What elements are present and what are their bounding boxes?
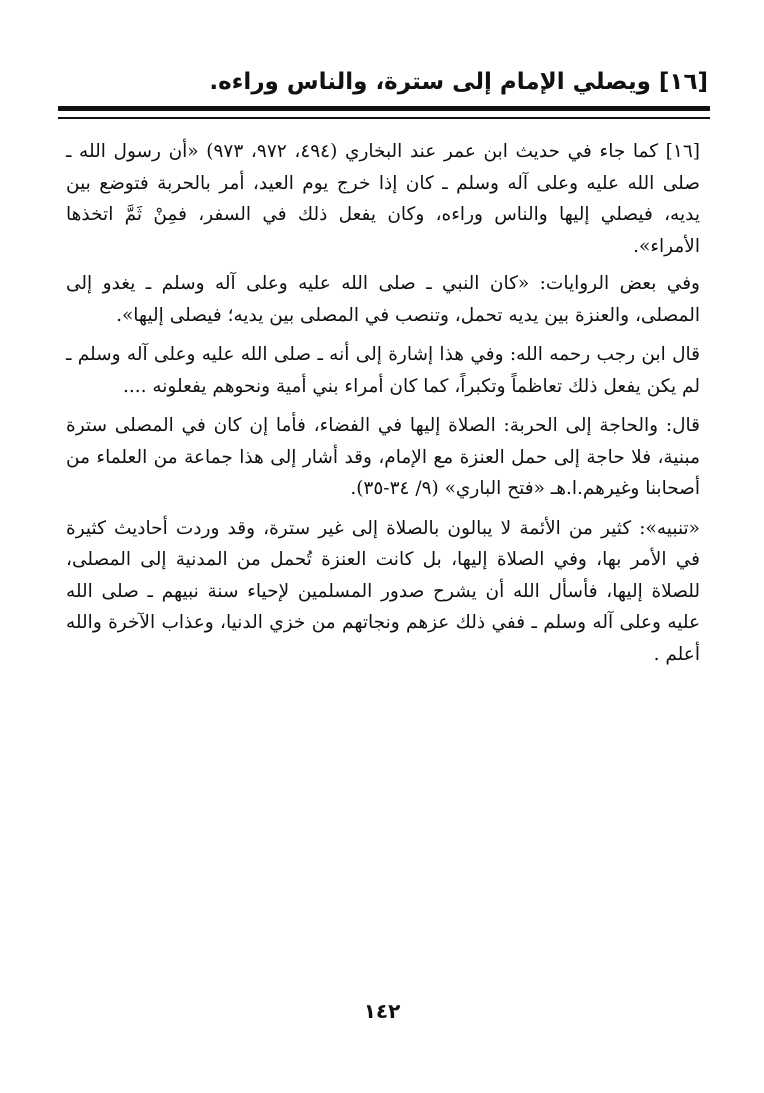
page-number: ١٤٢ <box>363 999 401 1023</box>
paragraph-notice: «تنبيه»: كثير من الأئمة لا يبالون بالصلاة إلى غير سترة، وقد وردت أحاديث كثيرة في الأمر بها، وفي الصلاة إليها، بل كانت العنزة تُحمل من المدنية إلى المصلى، للصلاة إليها، فأسأل الله أن يشرح صدور المسلمين لإحياء سنة نبيهم ـ صلى الله عليه وعلى آله وسلم ـ ففي ذلك عزهم ونجاتهم من خزي الدنيا، وعذاب الآخرة والله أعلم . <box>66 517 700 665</box>
header-rule-thin <box>58 117 710 119</box>
paragraph-ibn-rajab: قال ابن رجب رحمه الله: وفي هذا إشارة إلى أنه ـ صلى الله عليه وعلى آله وسلم ـ لم يكن يفعل ذلك تعاظماً وتكبراً، كما كان أمراء بني أمية ونحوهم يفعلونه .... <box>66 344 700 397</box>
header-rule-thick <box>58 106 710 111</box>
page-body <box>66 136 700 678</box>
paragraph-need-for-spear: قال: والحاجة إلى الحربة: الصلاة إليها في الفضاء، فأما إن كان في المصلى سترة مبنية، فلا حاجة إلى حمل العنزة مع الإمام، وقد أشار إلى هذا جماعة من العلماء من أصحابنا وغيرهم.ا.هـ «فتح الباري» (٩/ ٣٤-٣٥). <box>66 415 700 499</box>
section-heading: [١٦] ويصلي الإمام إلى سترة، والناس وراءه. <box>209 69 708 95</box>
paragraph-hadith-citation: [١٦] كما جاء في حديث ابن عمر عند البخاري (٤٩٤، ٩٧٢، ٩٧٣) «أن رسول الله ـ صلى الله عليه وعلى آله وسلم ـ كان إذا خرج يوم العيد، أمر بالحربة فتوضع بين يديه، فيصلي إليها والناس وراءه، وكان يفعل ذلك في السفر، فمِنْ ثَمَّ اتخذها الأمراء». <box>66 141 700 257</box>
paragraph-other-narrations: وفي بعض الروايات: «كان النبي ـ صلى الله عليه وعلى آله وسلم ـ يغدو إلى المصلى، والعنزة بين يديه تحمل، وتنصب في المصلى بين يديه؛ فيصلى إليها». <box>66 273 700 326</box>
